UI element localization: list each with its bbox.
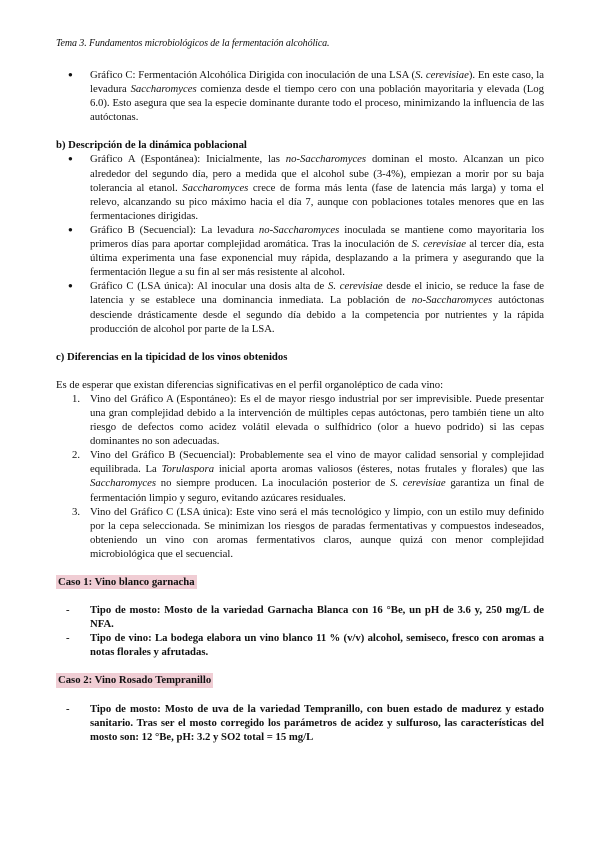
species-name: Saccharomyces xyxy=(130,83,197,96)
text-run: inoculada se mantiene como mayoritaria los primeros días para aportar complejidad aromática. Tras la inoculación de xyxy=(90,223,545,251)
text-run: comienza desde el tiempo cero con una población mayoritaria y elevada (Log 6.0). Esto asegura que sea la especie dominante durante todo el proceso, minimizando la influencia de las autóctonas. xyxy=(90,83,544,124)
text-run: autóctonas desciende drásticamente desde el segundo día debido a la competencia por nutrientes y la rápida producción de alcohol por parte de la LSA. xyxy=(90,294,544,335)
species-name: Saccharomyces xyxy=(90,477,157,490)
species-name: Saccharomyces xyxy=(182,181,249,194)
case-2-heading xyxy=(56,673,544,687)
section-c-item-2 xyxy=(56,448,544,504)
species-name: no-Saccharomyces xyxy=(411,294,493,307)
species-name: S. cerevisiae xyxy=(389,477,446,490)
species-name: S. cerevisiae xyxy=(411,238,466,251)
text-run: crece de forma más lenta (fase de latencia más larga) y toma el relevo, alcanzando su pico máximo hacia el día 7, aunque con poblaciones totales menores que en las fermentaciones dirigidas. xyxy=(90,181,544,222)
intro-bullet-list xyxy=(56,68,544,124)
text-run: Vino del Gráfico A (Espontáneo): Es el de mayor riesgo industrial por ser imprevisible. Puede presentar una gran complejidad debido a la intervención de múltiples cepas autóctonas, pero también tiene un alto riesgo de defectos como acidez volátil elevada o sulfhídrico (olor a huevo podrido) si las cepas dominantes no son adecuadas. xyxy=(90,392,544,448)
case-2-must-type: - Tipo de mosto: Mosto de uva de la variedad Tempranillo, con buen estado de madurez y estado sanitario. Tras ser el mosto corregido los parámetros de acidez y sulfuroso, las características del mosto son: 12 °Be, pH: 3.2 y SO2 total = 15 mg/L xyxy=(56,702,544,744)
section-c-item-3 xyxy=(56,505,544,561)
case-2-list xyxy=(56,702,544,744)
item-number: 2. xyxy=(72,449,81,462)
text-run: Gráfico C (LSA única): Al inocular una dosis alta de xyxy=(90,280,328,293)
case-1-title: Caso 1: Vino blanco garnacha xyxy=(58,576,195,588)
text-run: Vino del Gráfico C (LSA única): Este vino será el más tecnológico y limpio, con un estilo muy definido por la cepa seleccionada. Se minimizan los riesgos de paradas fermentativas y compuestos indeseados, obteniendo un vino con aromas fermentativos claros, aunque quizá con menor complejidad microbiológica que el secuencial. xyxy=(90,505,544,560)
section-b-item-graph-a xyxy=(56,152,544,222)
case-2-title: Caso 2: Vino Rosado Tempranillo xyxy=(58,674,212,687)
section-b-item-graph-b xyxy=(56,223,544,279)
text-run: al tercer día, esta última experimenta una fase exponencial muy rápida, desplazando a la primera y asegurando que la fermentación llegue a su fin al ser más resistente al alcohol. xyxy=(90,238,544,279)
running-header: Tema 3. Fundamentos microbiológicos de la fermentación alcohólica. xyxy=(56,38,330,49)
species-name: Torulaspora xyxy=(161,463,215,476)
species-name: S. cerevisiae xyxy=(415,69,469,81)
intro-bullet-graph-c xyxy=(56,68,544,124)
section-b-title: b) Descripción de la dinámica poblacional xyxy=(56,139,247,152)
case-1-heading xyxy=(56,575,544,589)
text-run: inicial aporta aromas valiosos (ésteres, notas frutales y florales) que las xyxy=(214,463,544,476)
item-number: 1. xyxy=(72,392,81,405)
section-b-list xyxy=(56,152,544,335)
text-run: desde el inicio, se reduce la fase de latencia y se establece una dominancia inmediata. La población de xyxy=(90,280,544,307)
text-run: garantiza un final de fermentación limpio y seguro, evitando azúcares residuales. xyxy=(90,477,545,504)
item-number: 3. xyxy=(72,505,81,518)
text-run: ). En este caso, la levadura xyxy=(90,69,545,96)
text-run: Gráfico A (Espontánea): Inicialmente, las xyxy=(90,153,286,166)
section-c-item-1 xyxy=(56,392,544,448)
species-name: no-Saccharomyces xyxy=(285,153,367,166)
section-c-lead: Es de esperar que existan diferencias significativas en el perfil organoléptico de cada vino: xyxy=(56,378,444,391)
case-1-list xyxy=(56,603,544,659)
species-name: S. cerevisiae xyxy=(327,280,383,293)
species-name: no-Saccharomyces xyxy=(258,223,340,236)
section-c-title: c) Diferencias en la tipicidad de los vinos obtenidos xyxy=(56,350,288,363)
case-1-wine-type: - Tipo de vino: La bodega elabora un vino blanco 11 % (v/v) alcohol, semiseco, fresco con aromas a notas florales y afrutadas. xyxy=(56,631,544,659)
section-b-item-graph-c xyxy=(56,279,544,335)
text-run: Gráfico C: Fermentación Alcohólica Dirigida con inoculación de una LSA ( xyxy=(90,69,416,81)
case-1-must-type: - Tipo de mosto: Mosto de la variedad Garnacha Blanca con 16 °Be, un pH de 3.6 y, 250 mg/L de NFA. xyxy=(56,603,544,631)
document-body xyxy=(56,68,544,744)
text-run: dominan el mosto. Alcanzan un pico alrededor del segundo día, pero a medida que el alcohol sube (3-4%), empiezan a morir por su baja tolerancia al etanol. xyxy=(90,153,544,194)
text-run: Gráfico B (Secuencial): La levadura xyxy=(90,223,259,236)
text-run: Vino del Gráfico B (Secuencial): Probablemente sea el vino de mayor calidad sensorial y complejidad equilibrada. La xyxy=(90,449,544,476)
section-c-list xyxy=(56,392,544,561)
text-run: no siempre producen. La inoculación posterior de xyxy=(156,477,390,490)
